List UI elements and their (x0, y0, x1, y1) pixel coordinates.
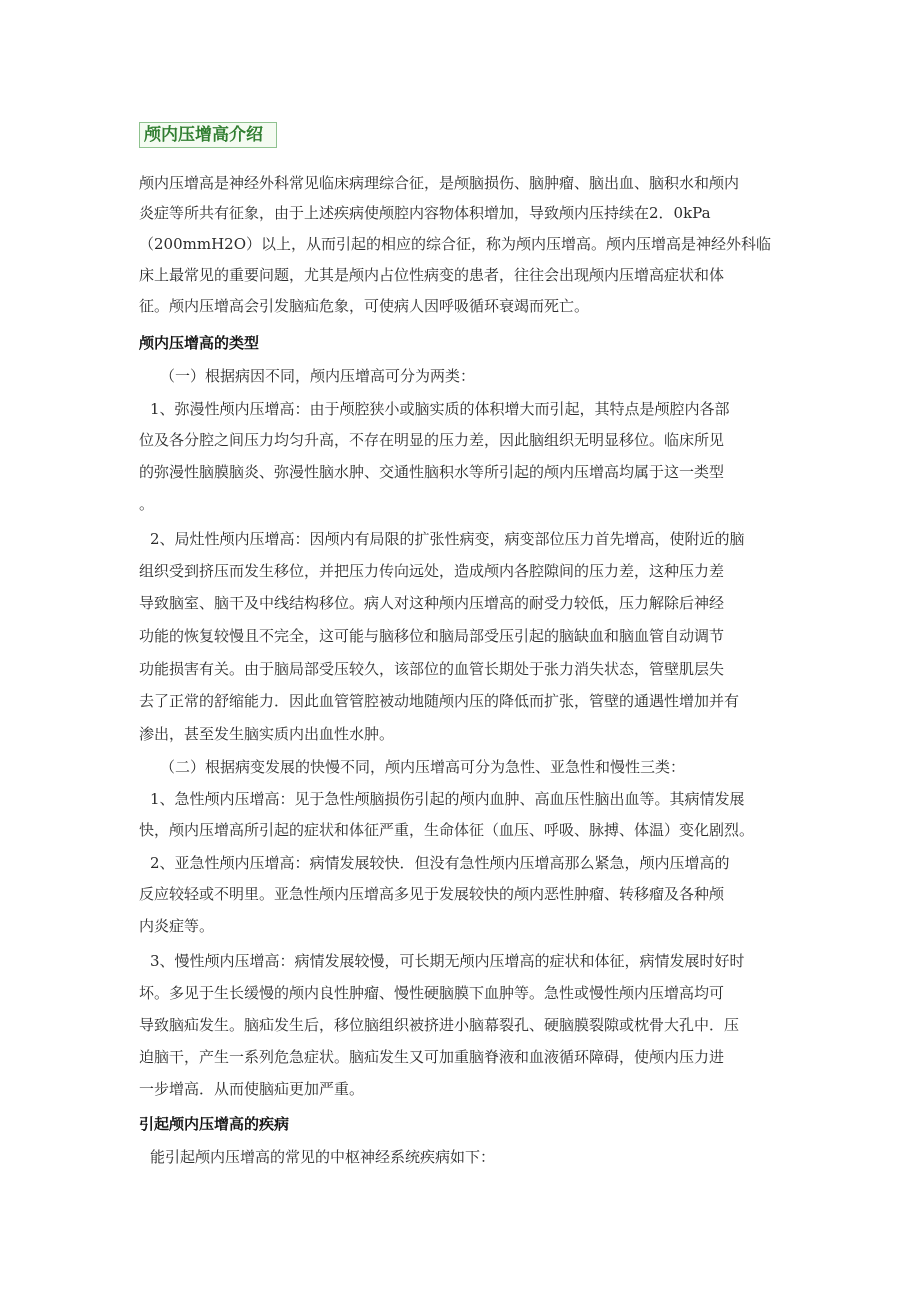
diffuse-line: 1、弥漫性颅内压增高：由于颅腔狭小或脑实质的体积增大而引起，其特点是颅腔内各部 (150, 400, 730, 418)
chronic-line: 一步增高．从而使脑疝更加严重。 (139, 1080, 365, 1098)
subacute-line: 内炎症等。 (139, 917, 215, 935)
chronic-line: 迫脑干，产生一系列危急症状。脑疝发生又可加重脑脊液和血液循环障碍，使颅内压力进 (139, 1048, 725, 1066)
focal-line: 去了正常的舒缩能力．因此血管管腔被动地随颅内压的降低而扩张，管壁的通遇性增加并有 (139, 692, 740, 710)
focal-line: 2、局灶性颅内压增高：因颅内有局限的扩张性病变，病变部位压力首先增高，使附近的脑 (150, 530, 745, 548)
focal-line: 导致脑室、脑干及中线结构移位。病人对这种颅内压增高的耐受力较低，压力解除后神经 (139, 594, 725, 612)
intro-line: 炎症等所共有征象，由于上述疾病使颅腔内容物体积增加，导致颅内压持续在2．0kPa (139, 204, 711, 222)
acute-line: 快，颅内压增高所引起的症状和体征严重，生命体征（血压、呼吸、脉搏、体温）变化剧烈。 (139, 821, 755, 839)
focal-line: 渗出，甚至发生脑实质内出血性水肿。 (139, 725, 395, 743)
section-heading-types: 颅内压增高的类型 (139, 334, 260, 352)
focal-line: 功能的恢复较慢且不完全，这可能与脑移位和脑局部受压引起的脑缺血和脑血管自动调节 (139, 627, 725, 645)
part-label-cause: （一）根据病因不同，颅内压增高可分为两类： (160, 367, 476, 385)
acute-line: 1、急性颅内压增高：见于急性颅脑损伤引起的颅内血肿、高血压性脑出血等。其病情发展 (150, 790, 745, 808)
focal-line: 组织受到挤压而发生移位，并把压力传向远处，造成颅内各腔隙间的压力差，这种压力差 (139, 562, 725, 580)
part-label-speed: （二）根据病变发展的快慢不同，颅内压增高可分为急性、亚急性和慢性三类： (160, 758, 686, 776)
diffuse-line: 位及各分腔之间压力均匀升高，不存在明显的压力差，因此脑组织无明显移位。临床所见 (139, 431, 725, 449)
intro-line: 颅内压增高是神经外科常见临床病理综合征，是颅脑损伤、脑肿瘤、脑出血、脑积水和颅内 (139, 174, 740, 192)
chronic-line: 导致脑疝发生。脑疝发生后，移位脑组织被挤进小脑幕裂孔、硬脑膜裂隙或枕骨大孔中．压 (139, 1016, 740, 1034)
diffuse-line: 。 (139, 495, 155, 513)
diffuse-line: 的弥漫性脑膜脑炎、弥漫性脑水肿、交通性脑积水等所引起的颅内压增高均属于这一类型 (139, 463, 725, 481)
subacute-line: 2、亚急性颅内压增高：病情发展较快．但没有急性颅内压增高那么紧急，颅内压增高的 (150, 854, 730, 872)
section-heading-diseases: 引起颅内压增高的疾病 (139, 1115, 290, 1133)
subacute-line: 反应较轻或不明里。亚急性颅内压增高多见于发展较快的颅内恶性肿瘤、转移瘤及各种颅 (139, 885, 725, 903)
intro-line: 床上最常见的重要问题，尤其是颅内占位性病变的患者，往往会出现颅内压增高症状和体 (139, 266, 725, 284)
diseases-lead: 能引起颅内压增高的常见的中枢神经系统疾病如下： (150, 1148, 496, 1166)
chronic-line: 坏。多见于生长缓慢的颅内良性肿瘤、慢性硬脑膜下血肿等。急性或慢性颅内压增高均可 (139, 984, 725, 1002)
focal-line: 功能损害有关。由于脑局部受压较久，该部位的血管长期处于张力消失状态，管壁肌层失 (139, 660, 725, 678)
intro-line: （200mmH2O）以上，从而引起的相应的综合征，称为颅内压增高。颅内压增高是神经外科临 (139, 235, 772, 253)
document-title: 颅内压增高介绍 (144, 125, 263, 145)
intro-line: 征。颅内压增高会引发脑疝危象，可使病人因呼吸循环衰竭而死亡。 (139, 297, 590, 315)
document-title-box (139, 122, 277, 148)
chronic-line: 3、慢性颅内压增高：病情发展较慢，可长期无颅内压增高的症状和体征，病情发展时好时 (150, 952, 745, 970)
